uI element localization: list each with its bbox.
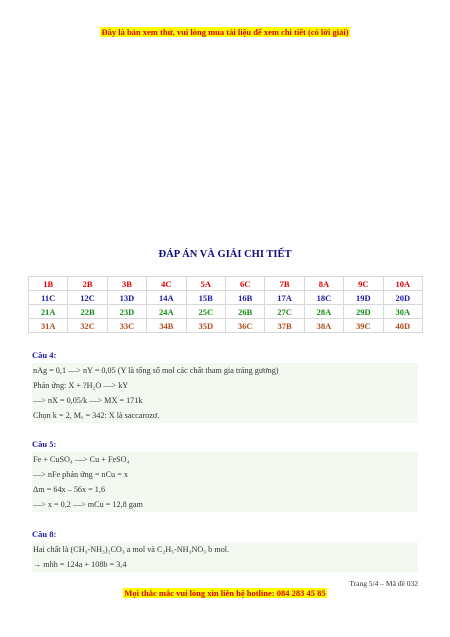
answer-row [29,319,423,333]
preview-notice-text: Đây là bản xem thử, vui lòng mua tài liệu để xem chi tiết (có lời giải) [101,27,349,37]
solution-block-cau-5 [32,439,418,512]
solution-line: —> nFe phản ứng = nCu = x [32,467,418,482]
solution-heading: Câu 8: [32,529,57,539]
answer-cell: 14A [147,291,186,305]
answer-cell: 38A [304,319,343,333]
page-title: ĐÁP ÁN VÀ GIẢI CHI TIẾT [158,249,292,260]
answer-cell: 31A [29,319,68,333]
solution-line: nAg = 0,1 —> nY = 0,05 (Y là tổng số mol các chất tham gia tráng gương) [32,363,418,378]
answer-cell: 4C [147,277,186,291]
answer-cell: 24A [147,305,186,319]
answer-cell: 39C [344,319,383,333]
solution-line: → mhh = 124a + 108b = 3,4 [32,557,418,572]
answer-cell: 27C [265,305,304,319]
answer-cell: 12C [68,291,107,305]
answer-cell: 30A [383,305,422,319]
answer-cell: 21A [29,305,68,319]
answer-cell: 32C [68,319,107,333]
solution-heading: Câu 4: [32,350,57,360]
answer-cell: 37B [265,319,304,333]
answer-row [29,277,423,291]
answer-cell: 16B [225,291,264,305]
answer-cell: 40D [383,319,422,333]
answer-cell: 15B [186,291,225,305]
answer-cell: 10A [383,277,422,291]
hotline-banner [0,588,450,598]
answer-row [29,291,423,305]
answer-cell: 20D [383,291,422,305]
solution-block-cau-4 [32,350,418,423]
answer-cell: 33C [107,319,146,333]
solution-line: —> nX = 0,05/k —> MX = 171k [32,393,418,408]
answer-cell: 19D [344,291,383,305]
answer-cell: 25C [186,305,225,319]
answer-cell: 18C [304,291,343,305]
answer-cell: 1B [29,277,68,291]
answer-cell: 28A [304,305,343,319]
answer-cell: 35D [186,319,225,333]
answer-cell: 5A [186,277,225,291]
answer-cell: 11C [29,291,68,305]
answer-cell: 13D [107,291,146,305]
page-number: Trang 5/4 – Mã đề 032 [349,579,418,588]
answer-cell: 7B [265,277,304,291]
answer-cell: 29D [344,305,383,319]
answer-cell: 23D [107,305,146,319]
solution-line: Δm = 64x – 56x = 1,6 [32,482,418,497]
solution-line: Fe + CuSO₄ —> Cu + FeSO₄ [32,452,418,467]
answer-key-table [28,276,423,333]
answer-cell: 8A [304,277,343,291]
answer-cell: 17A [265,291,304,305]
solution-block-cau-8 [32,529,418,572]
solution-line: Chọn k = 2, Mₓ = 342: X là saccarozơ. [32,408,418,423]
answer-cell: 3B [107,277,146,291]
solution-line: —> x = 0,2 —> mCu = 12,8 gam [32,497,418,512]
answer-cell: 22B [68,305,107,319]
answer-cell: 9C [344,277,383,291]
solution-heading: Câu 5: [32,439,57,449]
answer-cell: 6C [225,277,264,291]
answer-cell: 2B [68,277,107,291]
answer-cell: 36C [225,319,264,333]
answer-cell: 34B [147,319,186,333]
answer-cell: 26B [225,305,264,319]
preview-notice-banner [0,27,450,37]
solution-line: Phản ứng: X + ?H₂O —> kY [32,378,418,393]
answer-row [29,305,423,319]
solution-line: Hai chất là (CH₃-NH₃)₂CO₃ a mol và C₂H₅-NH₃NO₃ b mol. [32,542,418,557]
hotline-text: Mọi thắc mắc vui lòng xin liên hệ hotline: 084 283 45 85 [124,588,326,598]
